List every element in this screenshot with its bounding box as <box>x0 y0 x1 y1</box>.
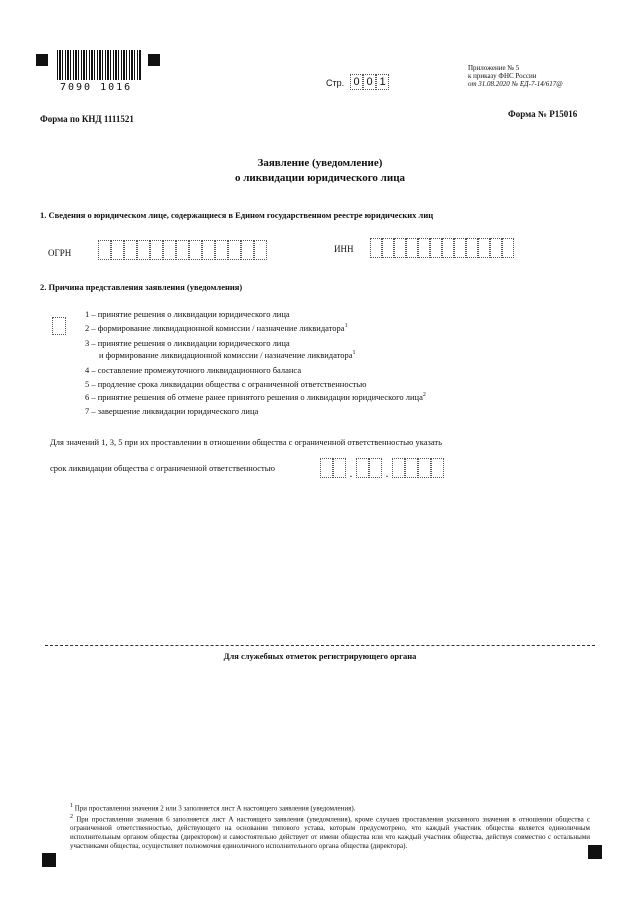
inn-cell[interactable] <box>430 238 442 258</box>
ogrn-cell[interactable] <box>215 240 228 260</box>
date-day-cell[interactable] <box>320 458 333 478</box>
footnote-2-text: При проставлении значения 6 заполняется лист А настоящего заявления (уведомления), кроме случаев проставления указанного значения в отношении общества с ограниченной ответственностью, действующего на основании типового устава, которым предусмотрено, что каждый участник общества является единоличным исполнительным органом общества (директором) и самостоятельно действует от имени общества или что каждый участник общества, действуя совместно с остальными участниками общества, осуществляет полномочия единоличного исполнительного органа общества (директора). <box>70 815 590 851</box>
appendix-line-1: Приложение № 5 <box>468 64 520 72</box>
footnote-2: $^2$ При проставлении значения 6 заполняется лист А настоящего заявления (уведомления), кроме случаев проставления указанного значения в отношении общества с ограниченной ответственностью, действующего на основании типового устава, которым предусмотрено, что каждый участник общества является единоличным исполнительным органом общества (директором) и самостоятельно действует от имени общества или что каждый участник общества, действуя совместно с остальными участниками общества, осуществляет полномочия единоличного исполнительного органа общества (директора). <box>70 814 590 851</box>
ogrn-label: ОГРН <box>48 248 72 258</box>
official-marks-heading: Для служебных отметок регистрирующего органа <box>223 651 417 661</box>
reason-item-4: 4 – составление промежуточного ликвидационного баланса <box>85 365 302 375</box>
date-separator: . <box>349 466 353 480</box>
inn-field[interactable] <box>370 238 514 258</box>
inn-label: ИНН <box>334 244 354 254</box>
ogrn-cell[interactable] <box>241 240 254 260</box>
form-knd: Форма по КНД 1111521 <box>40 114 134 124</box>
section2-heading: 2. Причина представления заявления (уведомления) <box>40 282 243 292</box>
reason-item-1: 1 – принятие решения о ликвидации юридического лица <box>85 309 290 319</box>
document-title <box>0 156 640 186</box>
ogrn-field[interactable] <box>98 240 267 260</box>
corner-marker-bottom-right <box>588 845 602 859</box>
cut-line-divider <box>45 645 595 646</box>
inn-cell[interactable] <box>370 238 382 258</box>
barcode-number: 7090 1016 <box>60 82 133 93</box>
ogrn-cell[interactable] <box>176 240 189 260</box>
ogrn-cell[interactable] <box>163 240 176 260</box>
page-digit-cell: 1 <box>376 74 389 90</box>
liquidation-note-line-1: Для значений 1, 3, 5 при их проставлении в отношении общества с ограниченной ответственностью указать <box>50 437 442 447</box>
ogrn-cell[interactable] <box>189 240 202 260</box>
ogrn-cell[interactable] <box>254 240 267 260</box>
ogrn-cell[interactable] <box>150 240 163 260</box>
date-day-cell[interactable] <box>333 458 346 478</box>
date-separator: . <box>385 466 389 480</box>
reason-item-2: 2 – формирование ликвидационной комиссии / назначение ликвидатора$^1$ <box>85 323 348 333</box>
form-number: Форма № Р15016 <box>508 109 578 119</box>
ogrn-cell[interactable] <box>124 240 137 260</box>
date-year-cell[interactable] <box>431 458 444 478</box>
appendix-note <box>468 64 563 88</box>
section1-heading: 1. Сведения о юридическом лице, содержащиеся в Едином государственном реестре юридических лиц <box>40 210 434 220</box>
reason-item-7: 7 – завершение ликвидации юридического лица <box>85 406 259 416</box>
inn-cell[interactable] <box>394 238 406 258</box>
footnote-1-text: При проставлении значения 2 или 3 заполняется лист А настоящего заявления (уведомления). <box>74 804 356 813</box>
reason-item-2-text: 2 – формирование ликвидационной комиссии / назначение ликвидатора <box>85 323 345 333</box>
ogrn-cell[interactable] <box>111 240 124 260</box>
inn-cell[interactable] <box>502 238 514 258</box>
ogrn-cell[interactable] <box>98 240 111 260</box>
inn-cell[interactable] <box>382 238 394 258</box>
inn-cell[interactable] <box>466 238 478 258</box>
reason-item-6-text: 6 – принятие решения об отмене ранее принятого решения о ликвидации юридического лица <box>85 392 423 402</box>
page-number-cells <box>350 74 389 90</box>
date-year-cell[interactable] <box>392 458 405 478</box>
ogrn-cell[interactable] <box>228 240 241 260</box>
inn-cell[interactable] <box>442 238 454 258</box>
corner-marker-top-left <box>36 54 48 66</box>
inn-cell[interactable] <box>454 238 466 258</box>
reason-item-6: 6 – принятие решения об отмене ранее принятого решения о ликвидации юридического лица$^2$ <box>85 392 426 402</box>
page-digit-cell: 0 <box>350 74 363 90</box>
footnote-1: $^1$ При проставлении значения 2 или 3 заполняется лист А настоящего заявления (уведомления). <box>70 803 356 813</box>
date-year-cell[interactable] <box>418 458 431 478</box>
ogrn-cell[interactable] <box>137 240 150 260</box>
date-month-cell[interactable] <box>356 458 369 478</box>
liquidation-date-field[interactable] <box>320 458 444 478</box>
corner-marker-bottom-left <box>42 853 56 867</box>
ogrn-cell[interactable] <box>202 240 215 260</box>
reason-item-3-continued: и формирование ликвидационной комиссии / назначение ликвидатора$^1$ <box>99 350 356 360</box>
page-digit-cell: 0 <box>363 74 376 90</box>
inn-cell[interactable] <box>406 238 418 258</box>
reason-code-cell[interactable] <box>52 317 66 335</box>
appendix-line-3: от 31.08.2020 № ЕД-7-14/617@ <box>468 80 563 88</box>
liquidation-note-line-2: срок ликвидации общества с ограниченной ответственностью <box>50 463 275 473</box>
page-label: Стр. <box>326 78 345 88</box>
inn-cell[interactable] <box>478 238 490 258</box>
title-line-1: Заявление (уведомление) <box>257 157 383 169</box>
reason-item-3: 3 – принятие решения о ликвидации юридического лица <box>85 338 290 348</box>
date-year-cell[interactable] <box>405 458 418 478</box>
corner-marker-top-right <box>148 54 160 66</box>
reason-item-5: 5 – продление срока ликвидации общества с ограниченной ответственностью <box>85 379 367 389</box>
barcode <box>57 50 141 80</box>
title-line-2: о ликвидации юридического лица <box>234 172 406 184</box>
appendix-line-2: к приказу ФНС России <box>468 72 537 80</box>
date-month-cell[interactable] <box>369 458 382 478</box>
reason-item-3b-text: и формирование ликвидационной комиссии / назначение ликвидатора <box>99 350 353 360</box>
inn-cell[interactable] <box>418 238 430 258</box>
inn-cell[interactable] <box>490 238 502 258</box>
